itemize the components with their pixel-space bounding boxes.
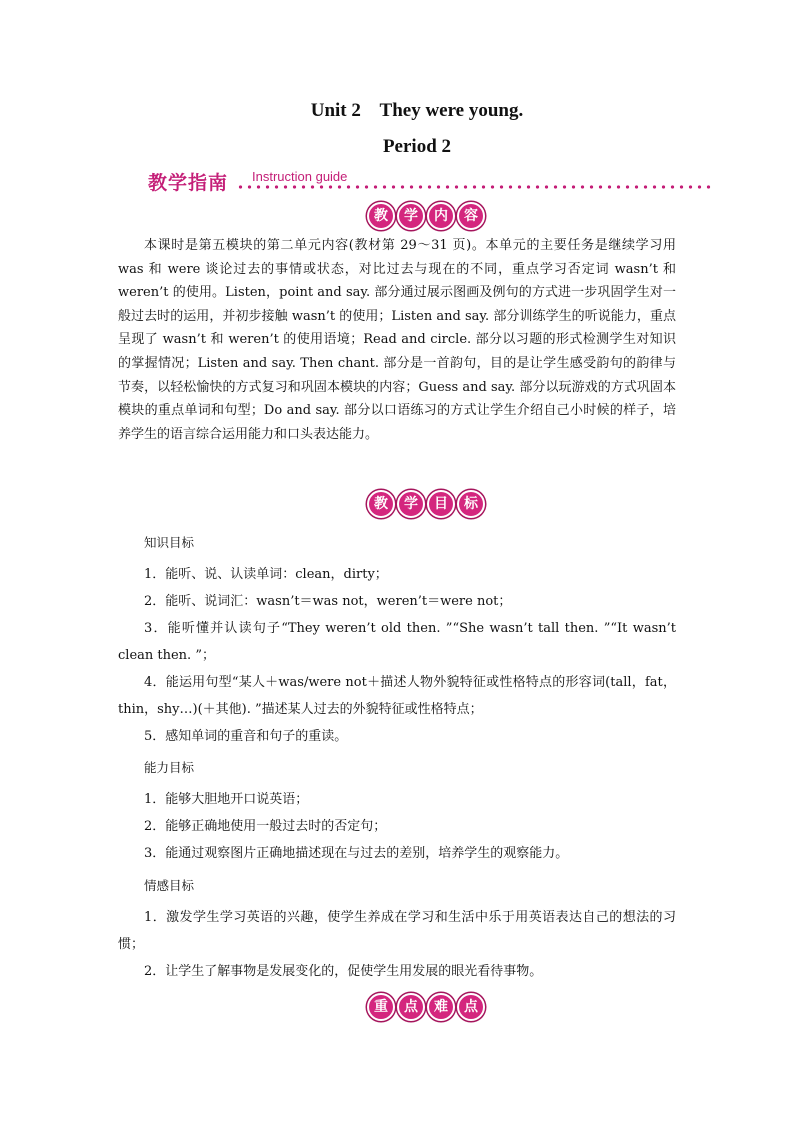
ability-heading: 能力目标 [144, 760, 195, 775]
section-badge-content [367, 202, 485, 230]
knowledge-item: 3．能听懂并认读句子“They weren’t old then. ”“She wasn’t tall then. ”“It wasn’t clean then. ”； [118, 621, 676, 663]
ability-item: 1．能够大胆地开口说英语； [144, 792, 309, 807]
badge-char: 点 [457, 993, 485, 1021]
ability-item: 3．能通过观察图片正确地描述现在与过去的差别，培养学生的观察能力。 [144, 846, 569, 861]
guide-label-cn: 教学指南 [148, 172, 229, 194]
guide-label-en: Instruction guide [252, 169, 348, 184]
emotion-item: 2．让学生了解事物是发展变化的，促使学生用发展的眼光看待事物。 [144, 964, 543, 979]
emotion-item: 1．激发学生学习英语的兴趣，使学生养成在学习和生活中乐于用英语表达自己的想法的习惯； [118, 910, 676, 952]
section-badge-keypoints [367, 993, 485, 1021]
badge-char: 重 [367, 993, 395, 1021]
knowledge-item: 5．感知单词的重音和句子的重读。 [144, 729, 348, 744]
unit-title: Unit 2 They were young. [310, 100, 524, 121]
badge-char: 容 [457, 202, 485, 230]
emotion-heading: 情感目标 [144, 878, 195, 893]
instruction-guide-header [148, 168, 712, 194]
knowledge-item: 2．能听、说词汇：wasn’t＝was not，weren’t＝were not； [144, 594, 512, 609]
badge-char: 学 [397, 202, 425, 230]
dotted-rule [236, 185, 712, 189]
badge-char: 难 [427, 993, 455, 1021]
ability-item: 2．能够正确地使用一般过去时的否定句； [144, 819, 387, 834]
section-badge-goals [367, 490, 485, 518]
badge-char: 目 [427, 490, 455, 518]
intro-paragraph: 本课时是第五模块的第二单元内容(教材第 29～31 页)。本单元的主要任务是继续学习用 was 和 were 谈论过去的事情或状态，对比过去与现在的不同，重点学习否定词 wasn’t 和 weren’t 的使用。Listen，point and say. 部分通过展示图画及例句的方式进一步巩固学生对一般过去时的运用，并初步接触 wasn’t 的使用；Listen and say. 部分训练学生的听说能力，重点呈现了 wasn’t 和 weren’t 的使用语境；Read and circle. 部分以习题的形式检测学生对知识的掌握情况；Listen and say. Then chant. 部分是一首韵句，目的是让学生感受韵句的韵律与节奏，以轻松愉快的方式复习和巩固本模块的内容；Guess and say. 部分以玩游戏的方式巩固本模块的重点单词和句型；Do and say. 部分以口语练习的方式让学生介绍自己小时候的样子，培养学生的语言综合运用能力和口头表达能力。 [118, 238, 676, 442]
badge-char: 内 [427, 202, 455, 230]
badge-char: 学 [397, 490, 425, 518]
knowledge-item: 4．能运用句型“某人＋was/were not＋描述人物外貌特征或性格特点的形容词(tall，fat，thin，shy…)(＋其他). ”描述某人过去的外貌特征或性格特点； [118, 675, 676, 717]
knowledge-heading: 知识目标 [144, 535, 195, 550]
badge-char: 教 [367, 202, 395, 230]
knowledge-item: 1．能听、说、认读单词：clean，dirty； [144, 567, 388, 582]
badge-char: 点 [397, 993, 425, 1021]
period-title: Period 2 [382, 136, 452, 157]
badge-char: 教 [367, 490, 395, 518]
badge-char: 标 [457, 490, 485, 518]
